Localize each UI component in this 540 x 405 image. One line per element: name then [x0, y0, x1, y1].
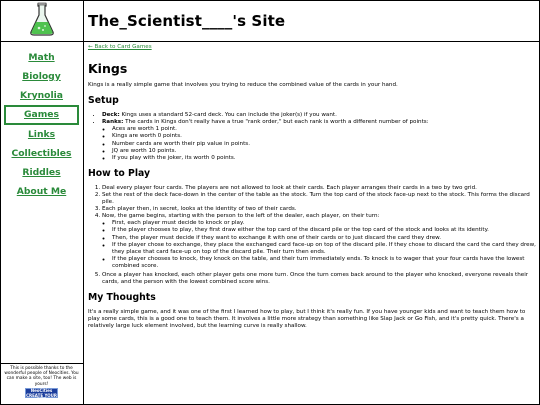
nav-link-collectibles[interactable]: Collectibles	[11, 148, 72, 159]
rank-item: ◦ If you play with the joker, its worth 0 points.	[112, 155, 536, 162]
nav-link-games[interactable]: Games	[4, 105, 79, 125]
neocities-badge[interactable]	[25, 388, 58, 402]
sidebar-nav	[0, 42, 84, 363]
substep-item: ◦ If the player chooses to play, they first draw either the top card of the discard pile or the top card of the stock and looks at its identity.	[112, 227, 536, 234]
flask-icon[interactable]	[29, 2, 55, 40]
page-title: Kings	[88, 61, 128, 77]
step-item: 1. Deal every player four cards. The players are not allowed to look at their cards. Each player arranges their cards in a two by two grid.	[102, 185, 536, 192]
rank-item: ◦ Kings are worth 0 points.	[112, 133, 536, 140]
neocities-credit	[0, 363, 84, 405]
rank-item: ◦ JQ are worth 10 points.	[112, 148, 536, 155]
thoughts-text: It's a really simple game, and it was one of the first I learned how to play, but I think it's really fun. If you have younger kids and want to teach them how to play some cards, this is a good one to teach them. It involves a little more strategy than something like Slap Jack or Go Fish, and it's pretty quick. There's a relatively large luck element involved, but the learning curve is really shallow.	[88, 309, 526, 330]
thoughts-heading: My Thoughts	[88, 292, 156, 304]
nav-link-krynolia[interactable]: Krynolia	[20, 90, 63, 101]
nav-link-riddles[interactable]: Riddles	[22, 167, 61, 178]
substep-item: ◦ If the player chooses to knock, they knock on the table, and their turn immediately ends. To knock is to wager that your four cards have the lowest combined score.	[112, 256, 536, 270]
turn-substeps	[112, 220, 536, 270]
rank-item: ◦ Aces are worth 1 point.	[112, 126, 536, 133]
step-item: 4. Now, the game begins, starting with the person to the left of the dealer, each player, on their turn: ◦ First, each player must decide to knock or play. ◦ If the player chooses to play, they first draw either the top card of the discard pile or the top card of the stock and looks at its identity. ◦ Then, the player must decide if they want to exchange it with one of their cards or to just discard the card they drew. ◦ If the player chose to exchange, they place the exchanged card face-up on top of the discard pile. If they chose to discard the card the card they drew, they place that card face-up on top of the discard pile. Their turn then ends. ◦ If the player chooses to knock, they knock on the table, and their turn immediately ends. To knock is to wager that your four cards have the lowest combined score.	[102, 213, 536, 270]
title-cell	[84, 0, 540, 42]
setup-list	[102, 112, 536, 162]
intro-text: Kings is a really simple game that involves you trying to reduce the combined value of the cards in your hand.	[88, 82, 398, 89]
badge-title: NeoCities	[30, 388, 53, 394]
nav-link-math[interactable]: Math	[28, 52, 55, 63]
step-item: 3. Each player then, in secret, looks at the identity of two of their cards.	[102, 206, 536, 213]
nav-link-about-me[interactable]: About Me	[16, 186, 67, 197]
main-content	[88, 44, 536, 402]
substep-item: ◦ First, each player must decide to knock or play.	[112, 220, 536, 227]
setup-item-ranks: • Ranks: The cards in Kings don't really have a true "rank order," but each rank is worth a different number of points: ◦ Aces are worth 1 point. ◦ Kings are worth 0 points. ◦ Number cards are worth their pip value in points. ◦ JQ are worth 10 points. ◦ If you play with the joker, its worth 0 points.	[102, 119, 536, 162]
nav-link-biology[interactable]: Biology	[22, 71, 61, 82]
logo-cell	[0, 0, 84, 42]
rank-item: ◦ Number cards are worth their pip value in points.	[112, 141, 536, 148]
credit-text: This is possible thanks to the wonderful people of Neocities. You can make a site, too! The web is yours!	[4, 366, 79, 387]
step-item: 5. Once a player has knocked, each other player gets one more turn. Once the turn comes back around to the player who knocked, everyone reveals their cards, and the person with the lowest combined score wins.	[102, 272, 536, 286]
site-title: The_Scientist____'s Site	[88, 11, 286, 30]
how-to-play-heading: How to Play	[88, 167, 151, 179]
nav-link-links[interactable]: Links	[27, 129, 56, 140]
setup-heading: Setup	[88, 95, 119, 107]
back-link[interactable]: ← Back to Card Games	[88, 44, 152, 50]
ranks-list	[112, 126, 536, 161]
substep-item: ◦ If the player chose to exchange, they place the exchanged card face-up on top of the discard pile. If they chose to discard the card the card they drew, they place that card face-up on top of the discard pile. Their turn then ends.	[112, 242, 536, 256]
how-to-play-steps	[102, 185, 536, 286]
substep-item: ◦ Then, the player must decide if they want to exchange it with one of their cards or to just discard the card they drew.	[112, 235, 536, 242]
badge-subtitle: CREATE YOUR SITE	[26, 392, 57, 402]
setup-item-deck: • Deck: Kings uses a standard 52-card deck. You can include the joker(s) if you want.	[102, 112, 536, 119]
step-item: 2. Set the rest of the deck face-down in the center of the table as the stock. Turn the top card of the stock face-up next to the stock. This forms the discard pile.	[102, 192, 536, 206]
